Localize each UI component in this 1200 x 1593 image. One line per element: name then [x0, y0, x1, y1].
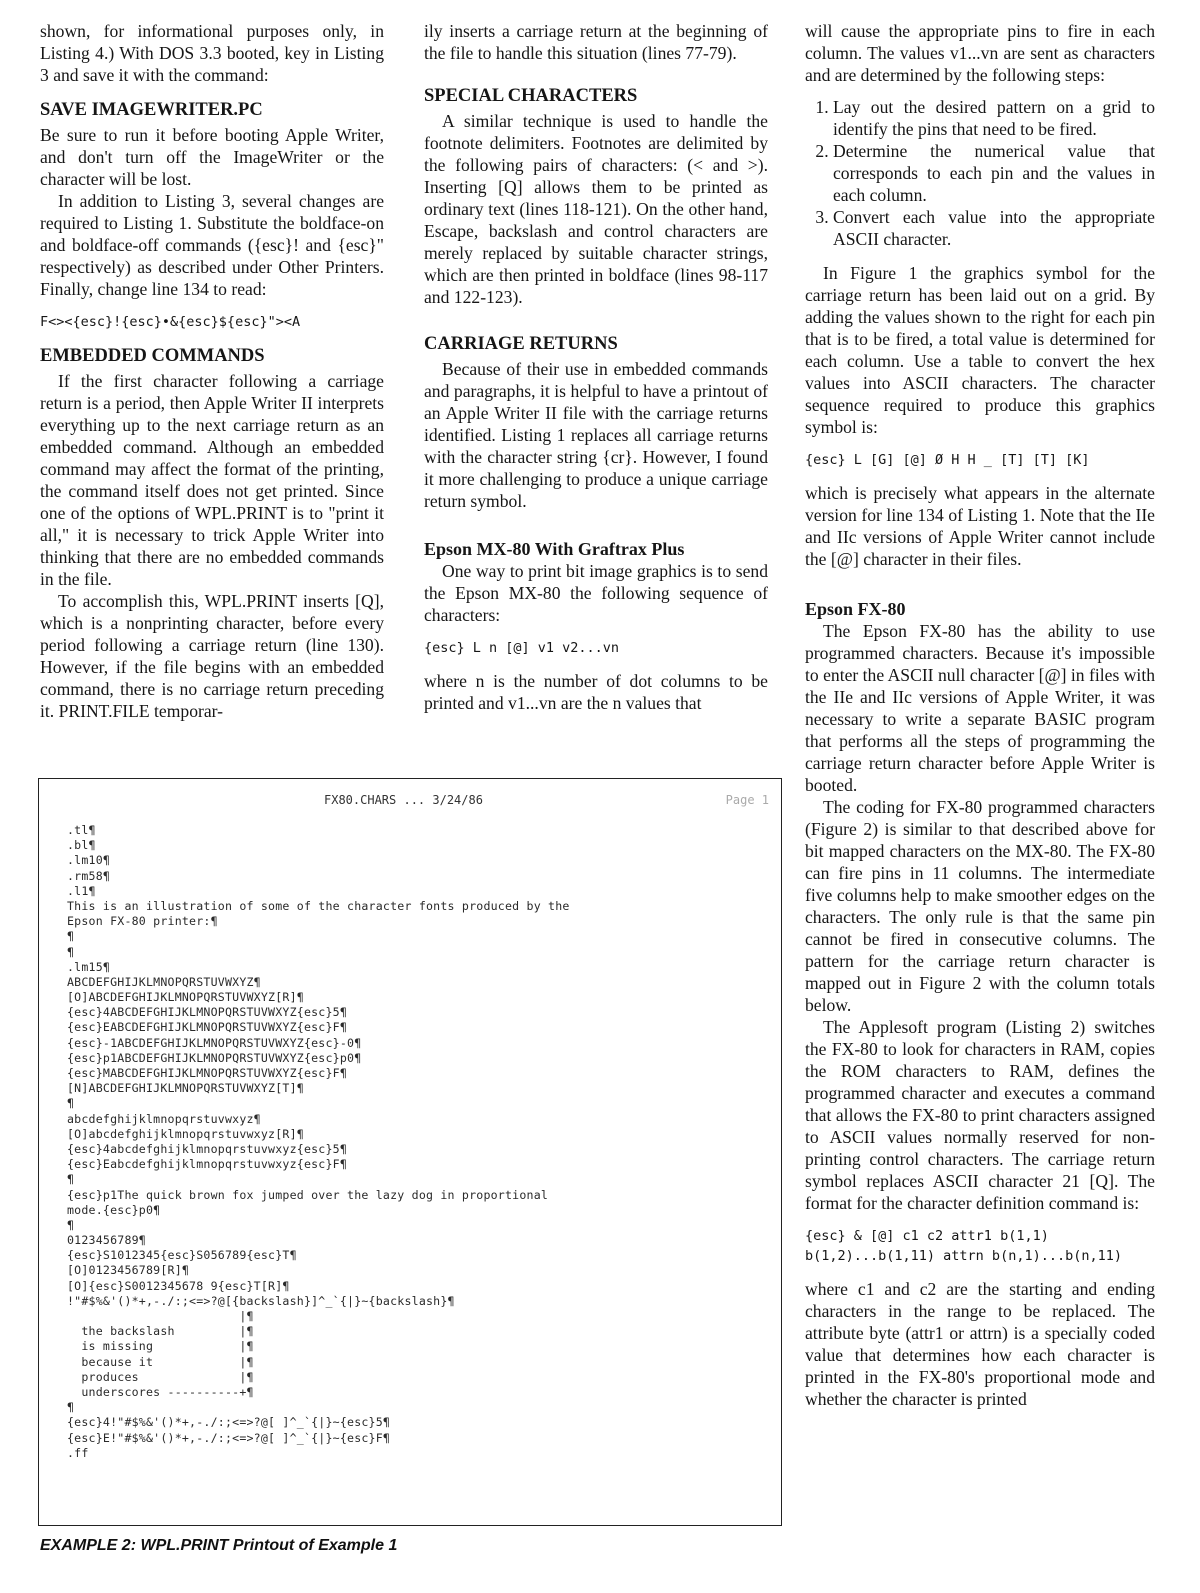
paragraph: In Figure 1 the graphics symbol for the carriage return has been laid out on a grid. By adding the values shown to the right for each pin that is to be fired, a total value is determined for each column. Use a table to convert the hex values into ASCII characters. The character sequence required to produce this graphics symbol is:: [805, 263, 1155, 437]
printout-line: ¶: [67, 1400, 75, 1415]
printout-line: .lm15¶: [67, 959, 111, 974]
printout-line: {esc}Eabcdefghijklmnopqrstuvwxyz{esc}F¶: [67, 1157, 348, 1172]
printout-line: !"#$%&'()*+,-./:;<=>?@[{backslash}]^_`{|}~{backslash}¶: [67, 1293, 455, 1308]
printout-line: ABCDEFGHIJKLMNOPQRSTUVWXYZ¶: [67, 974, 261, 989]
printout-line: .tl¶: [67, 823, 96, 837]
printout-line: [N]ABCDEFGHIJKLMNOPQRSTUVWXYZ[T]¶: [67, 1081, 304, 1096]
paragraph: If the first character following a carriage return is a period, then Apple Writer II interprets everything up to the next carriage return as an embedded command. Although an embedded command may affect the format of the printing, the command itself does not get printed. Since one of the options of WPL.PRINT is to "print it all," it is necessary to trick Apple Writer into thinking that there are no embedded commands in the file.: [40, 371, 384, 589]
printout-line: {esc}EABCDEFGHIJKLMNOPQRSTUVWXYZ{esc}F¶: [67, 1020, 348, 1035]
printout-line: mode.{esc}p0¶: [67, 1202, 161, 1217]
printout-line: {esc}MABCDEFGHIJKLMNOPQRSTUVWXYZ{esc}F¶: [67, 1066, 348, 1080]
list-item: 3. Convert each value into the appropriate ASCII character.: [833, 206, 1155, 250]
printout-line: ¶: [67, 944, 75, 959]
printout-line: [O]0123456789[R]¶: [67, 1263, 190, 1278]
printout-line: ¶: [67, 929, 75, 944]
paragraph: where n is the number of dot columns to be printed and v1...vn are the n values that: [424, 671, 768, 713]
printout-line: This is an illustration of some of the character fonts produced by the: [67, 898, 570, 913]
printout-line: .l1¶: [67, 883, 96, 898]
section-heading-embedded-commands: EMBEDDED COMMANDS: [40, 346, 265, 366]
printout-line: {esc}4abcdefghijklmnopqrstuvwxyz{esc}5¶: [67, 1141, 348, 1156]
paragraph: shown, for informational purposes only, in Listing 4.) With DOS 3.3 booted, key in Listing 3 and save it with the command:: [40, 21, 384, 85]
paragraph: The Epson FX-80 has the ability to use programmed characters. Because it's impossible to enter the ASCII null character [@] in files with the IIe and IIc versions of Apple Writer, it was necessary to write a separate BASIC program that performs all the steps of programming the carriage return character before Apple Writer is booted.: [805, 621, 1155, 795]
printout-page-number: Page 1: [725, 793, 769, 807]
section-heading-save: SAVE IMAGEWRITER.PC: [40, 100, 263, 120]
printout-line: {esc}E!"#$%&'()*+,-./:;<=>?@[ ]^_`{|}~{esc}F¶: [67, 1430, 391, 1445]
section-heading-epson-mx80: Epson MX-80 With Graftrax Plus: [424, 539, 685, 559]
printout-line: ¶: [67, 1096, 75, 1111]
printout-line: produces |¶: [67, 1369, 254, 1384]
printout-line: {esc}4!"#$%&'()*+,-./:;<=>?@[ ]^_`{|}~{esc}5¶: [67, 1415, 391, 1430]
paragraph: ily inserts a carriage return at the beginning of the file to handle this situation (lines 77-79).: [424, 21, 768, 63]
paragraph: The Applesoft program (Listing 2) switches the FX-80 to look for characters in RAM, copies the ROM characters to RAM, defines the programmed character and executes a command that allows the FX-80 to print characters assigned to ASCII values normally reserved for non-printing control characters. The carriage return symbol replaces ASCII character 21 [Q]. The format for the character definition command is:: [805, 1017, 1155, 1213]
paragraph: which is precisely what appears in the alternate version for line 134 of Listing 1. Note that the IIe and IIc versions of Apple Writer cannot include the [@] character in their files.: [805, 483, 1155, 569]
section-heading-special-characters: SPECIAL CHARACTERS: [424, 86, 638, 106]
printout-line: {esc}p1ABCDEFGHIJKLMNOPQRSTUVWXYZ{esc}p0¶: [67, 1050, 362, 1065]
paragraph: will cause the appropriate pins to fire in each column. The values v1...vn are sent as characters and are determined by the following steps:: [805, 21, 1155, 85]
printout-line: [O]ABCDEFGHIJKLMNOPQRSTUVWXYZ[R]¶: [67, 990, 304, 1005]
paragraph: In addition to Listing 3, several changes are required to Listing 1. Substitute the boldface-on and boldface-off commands ({esc}! and {esc}" respectively) as described under Other Printers. Finally, change line 134 to read:: [40, 191, 384, 299]
printout-lines: [67, 823, 765, 1461]
paragraph: The coding for FX-80 programmed characters (Figure 2) is similar to that described above for bit mapped characters on the MX-80. The FX-80 can fire pins in 11 columns. The intermediate five columns help to make smoother edges on the characters. The only rule is that the same pin cannot be fired in consecutive columns. The pattern for the carriage return character is mapped out in Figure 2 with the column totals below.: [805, 797, 1155, 1015]
printout-line: .ff: [67, 1445, 89, 1460]
printout-line: underscores ----------+¶: [67, 1384, 254, 1399]
printout-line: |¶: [67, 1309, 254, 1323]
printout-line: ¶: [67, 1172, 75, 1187]
printout-line: {esc}-1ABCDEFGHIJKLMNOPQRSTUVWXYZ{esc}-0¶: [67, 1035, 362, 1050]
steps-list: [805, 96, 1155, 250]
paragraph: Because of their use in embedded commands and paragraphs, it is helpful to have a printout of an Apple Writer II file with the carriage returns identified. Listing 1 replaces all carriage returns with the character string {cr}. However, I found it more challenging to produce a unique carriage return symbol.: [424, 359, 768, 511]
printout-line: is missing |¶: [67, 1339, 254, 1354]
figure-caption: EXAMPLE 2: WPL.PRINT Printout of Example 1: [40, 1537, 398, 1554]
printout-line: 0123456789¶: [67, 1233, 146, 1248]
code-line: {esc} L n [@] v1 v2...vn: [424, 640, 620, 656]
code-line: {esc} & [@] c1 c2 attr1 b(1,1) b(1,2)...b(1,11) attrn b(n,1)...b(n,11): [805, 1228, 1122, 1264]
printout-title: FX80.CHARS ... 3/24/86: [324, 793, 483, 807]
printout-box: [38, 778, 782, 1526]
printout-line: .rm58¶: [67, 868, 111, 883]
printout-line: ¶: [67, 1217, 75, 1232]
column-3: [805, 20, 1155, 1410]
column-1: [40, 20, 384, 722]
printout-line: abcdefghijklmnopqrstuvwxyz¶: [67, 1111, 261, 1126]
printout-line: {esc}S1012345{esc}S056789{esc}T¶: [67, 1248, 297, 1263]
code-line: {esc} L [G] [@] Ø H H _ [T] [T] [K]: [805, 452, 1090, 468]
paragraph: A similar technique is used to handle the footnote delimiters. Footnotes are delimited by the following pairs of characters: (< and >). Inserting [Q] allows them to be printed as ordinary text (lines 118-121). On the other hand, Escape, backslash and control characters are merely replaced by suitable character strings, which are then printed in boldface (lines 98-117 and 122-123).: [424, 111, 768, 307]
code-line: F<><{esc}!{esc}•&{esc}${esc}"><A: [40, 314, 301, 330]
paragraph: Be sure to run it before booting Apple Writer, and don't turn off the ImageWriter or the character will be lost.: [40, 125, 384, 189]
printout-line: {esc}4ABCDEFGHIJKLMNOPQRSTUVWXYZ{esc}5¶: [67, 1005, 348, 1020]
section-heading-carriage-returns: CARRIAGE RETURNS: [424, 334, 618, 354]
list-item: 2. Determine the numerical value that corresponds to each pin and the values in each column.: [833, 140, 1155, 206]
column-2: [424, 20, 768, 714]
printout-line: {esc}p1The quick brown fox jumped over the lazy dog in proportional: [67, 1187, 549, 1202]
printout-line: .bl¶: [67, 838, 96, 853]
printout-line: [O]{esc}S0012345678 9{esc}T[R]¶: [67, 1278, 290, 1293]
paragraph: One way to print bit image graphics is to send the Epson MX-80 the following sequence of characters:: [424, 561, 768, 625]
list-item: 1. Lay out the desired pattern on a grid to identify the pins that need to be fired.: [833, 96, 1155, 140]
printout-line: Epson FX-80 printer:¶: [67, 914, 218, 929]
paragraph: where c1 and c2 are the starting and ending characters in the range to be replaced. The attribute byte (attr1 or attrn) is a specially coded value that determines how each character is printed in the FX-80's proportional mode and whether the character is printed: [805, 1279, 1155, 1409]
paragraph: To accomplish this, WPL.PRINT inserts [Q], which is a nonprinting character, before every period following a carriage return (line 130). However, if the file begins with an embedded command, there is no carriage return preceding it. PRINT.FILE temporar-: [40, 591, 384, 721]
printout-line: .lm10¶: [67, 853, 111, 868]
printout-line: [O]abcdefghijklmnopqrstuvwxyz[R]¶: [67, 1126, 304, 1141]
section-heading-epson-fx80: Epson FX-80: [805, 599, 906, 619]
printout-line: because it |¶: [67, 1354, 254, 1369]
printout-line: the backslash |¶: [67, 1324, 254, 1339]
